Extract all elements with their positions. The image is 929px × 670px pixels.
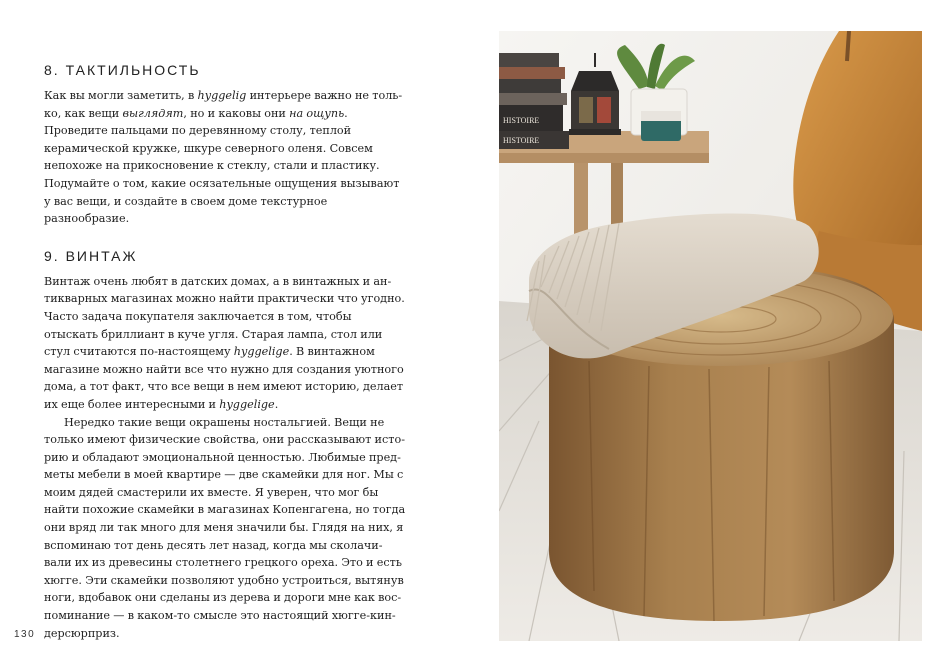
italic-term: на ощупь: [289, 106, 345, 120]
page-number: 130: [14, 629, 36, 640]
text-run: .: [274, 397, 279, 411]
section-8-paragraph: [44, 87, 406, 228]
section-8-heading: 8. ТАКТИЛЬНОСТЬ: [44, 62, 201, 78]
section-9-heading: 9. ВИНТАЖ: [44, 247, 138, 264]
italic-term: выглядят: [122, 106, 184, 120]
photo-illustration: [499, 31, 922, 641]
italic-term: hyggelige: [219, 397, 275, 411]
italic-term: hyggelige: [233, 345, 290, 359]
side-table-apron: [499, 153, 709, 163]
text-run: . Проведите пальцами по деревянному столу, теплой керамической кружке, шкуре северного оленя. Совсем непохоже на прикосновение к стеклу, стали и пластику. Подумайте о том, какие осязательные ощущения вызывают у вас вещи, и создайте в своем доме текстурное разнообразие.: [44, 106, 400, 226]
section-9-paragraph-2: Нередко такие вещи окрашены ностальгией. Вещи не только имеют физические свойства, они рассказывают историю и обладают эмоциональной ценностью. Любимые предметы мебели в моей квартире — две скамейки для ног. Мы с моим дядей смастерили их вместе. Я уверен, что мог бы найти похожие скамейки в магазинах Копенгагена, но тогда они вряд ли так много для меня значили бы. Глядя на них, я вспоминаю тот день десять лет назад, когда мы сколачивали их из древесины столетнего грецкого ореха. Это и есть хюгге. Эти скамейки позволяют удобно устроиться, вытянув ноги, вдобавок они сделаны из дерева и дороги мне как воспоминание — в каком-то смысле это настоящий хюгге-киндерсюрприз.: [44, 415, 406, 640]
italic-term: hyggelig: [197, 89, 247, 102]
section-9-paragraph-1: [44, 273, 406, 414]
text-run: интерьере важно не только, как вещи: [44, 89, 403, 120]
photo-stump-with-blanket: [499, 31, 922, 641]
book-stack: [499, 53, 569, 149]
book-spine-label: HISTOIRE: [503, 136, 540, 145]
text-run: . В винтажном магазине можно найти все что нужно для создания уютного дома, а тот факт, что все вещи в нем имеют историю, делает их еще более интересными и: [44, 345, 404, 411]
text-run: , но и каковы они: [183, 106, 290, 120]
mug: [641, 111, 681, 141]
text-column: [44, 62, 406, 642]
text-run: Как вы могли заметить, в: [44, 89, 198, 102]
book-spine-label: HISTOIRE: [503, 116, 540, 125]
text-run: Винтаж очень любят в датских домах, а в винтажных и антикварных магазинах можно найти практически что угодно. Часто задача покупателя заключается в том, чтобы отыскать бриллиант в куче угля. Старая лампа, стол или стул считаются по-настоящему: [44, 274, 405, 359]
